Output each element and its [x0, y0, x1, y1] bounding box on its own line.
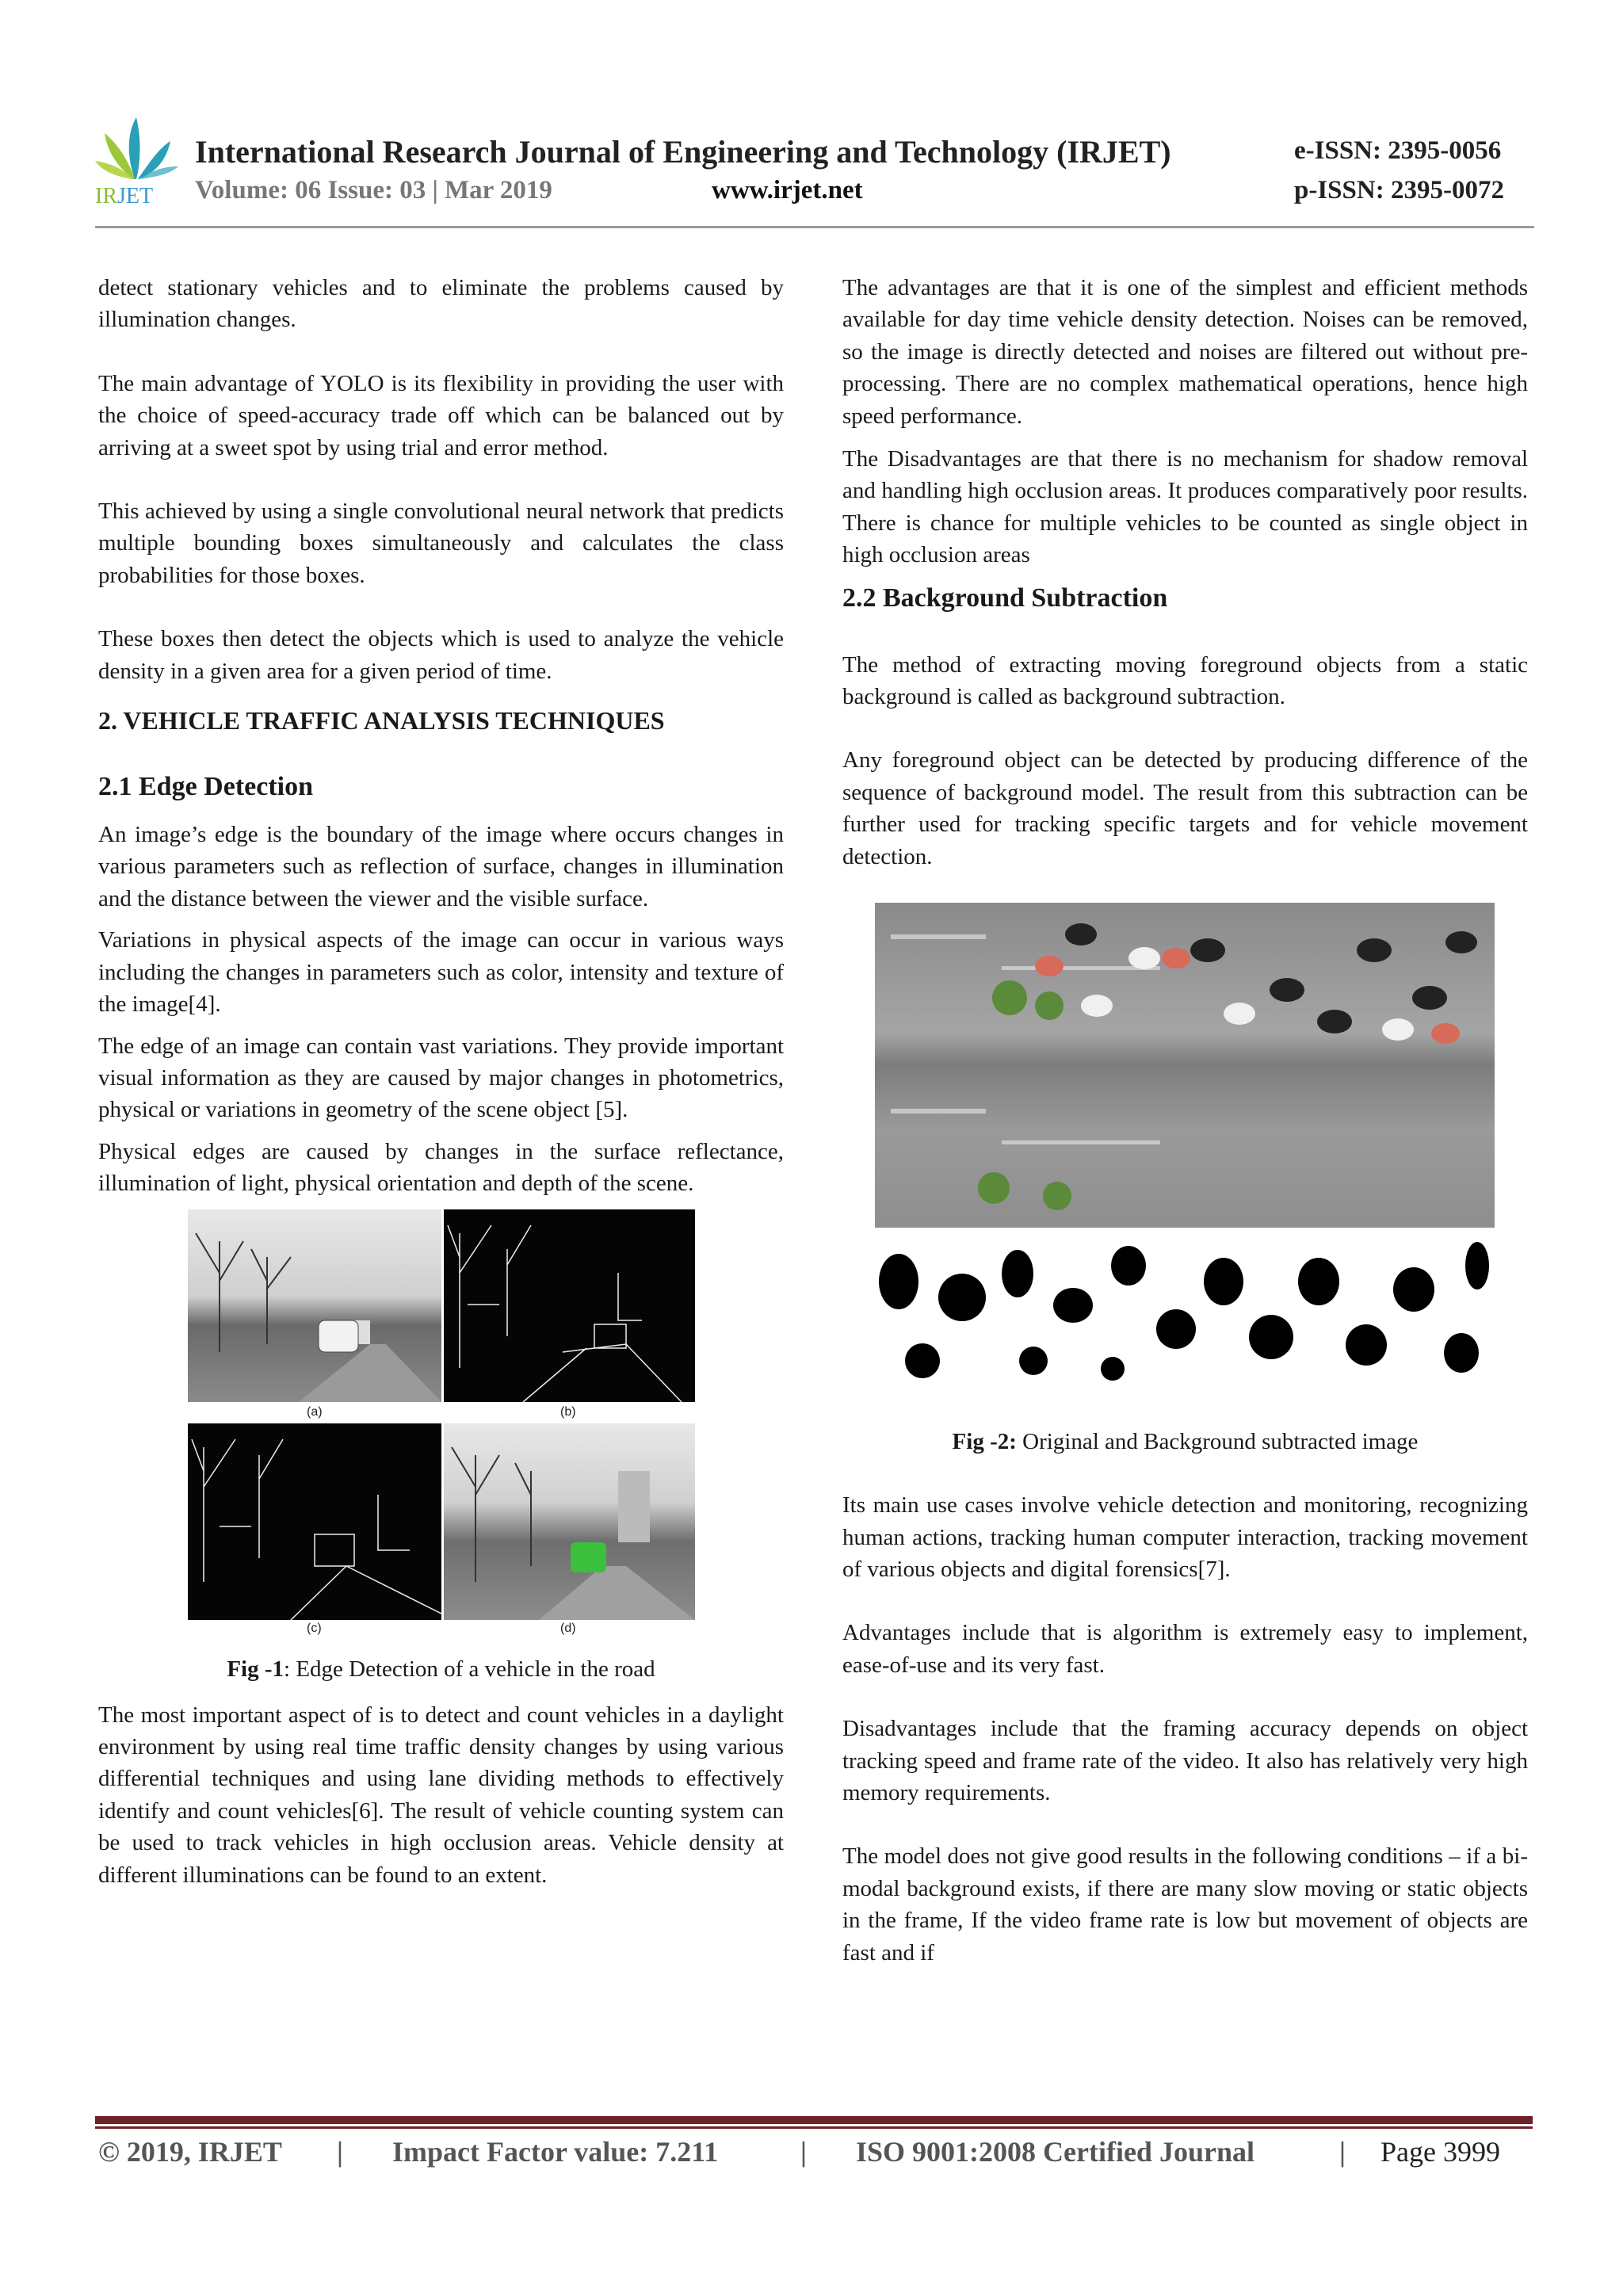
volume-issue: Volume: 06 Issue: 03 | Mar 2019 [195, 176, 552, 204]
paragraph: The most important aspect of is to detect and count vehicles in a daylight environment by using real time traffic density changes by using various differential techniques and using lane dividing methods to effectively identify and count vehicles[6]. The result of vehicle counting system can be used to track vehicles in high occlusion areas. Vehicle density at different illuminations can be found to an extent. [98, 1702, 784, 1888]
edge-image-c [188, 1423, 441, 1620]
caption-text: Original and Background subtracted image [1016, 1429, 1419, 1455]
footer-bar-thin [95, 2126, 1533, 2129]
footer-bar [95, 2116, 1533, 2124]
irjet-logo [95, 117, 178, 208]
p-issn: p-ISSN: 2395-0072 [1294, 176, 1504, 204]
photo-d-detected [444, 1423, 695, 1620]
paragraph: This achieved by using a single convolutional neural network that predicts multiple bounding boxes simultaneously and calculates the class probabilities for those boxes. [98, 499, 784, 588]
caption-text: : Edge Detection of a vehicle in the road [284, 1656, 655, 1682]
paragraph: The method of extracting moving foreground objects from a static background is called as background subtraction. [842, 651, 1528, 710]
paragraph: An image’s edge is the boundary of the image where occurs changes in various parameters such as reflection of surface, changes in illumination and the distance between the viewer and the visible surface. [98, 822, 784, 911]
footer-copyright: © 2019, IRJET [98, 2136, 282, 2168]
label-b: (b) [560, 1404, 576, 1419]
footer-impact-factor: Impact Factor value: 7.211 [392, 2136, 719, 2168]
subsection-heading: 2.1 Edge Detection [98, 772, 314, 802]
caption-label: Fig -2: [952, 1429, 1017, 1455]
paragraph: Variations in physical aspects of the image can occur in various ways including the changes in parameters such as color, intensity and texture of the image[4]. [98, 927, 784, 1018]
paragraph: Advantages include that is algorithm is extremely easy to implement, ease-of-use and its very fast. [842, 1620, 1528, 1678]
website-link[interactable]: www.irjet.net [712, 176, 863, 204]
label-a: (a) [307, 1404, 323, 1419]
footer-page-number: Page 3999 [1381, 2136, 1500, 2168]
figure-1-caption [98, 1653, 784, 1685]
paragraph: detect stationary vehicles and to eliminate the problems caused by illumination changes. [98, 275, 784, 333]
journal-title: International Research Journal of Engineering and Technology (IRJET) [195, 134, 1171, 170]
paragraph: Physical edges are caused by changes in the surface reflectance, illumination of light, physical orientation and depth of the scene. [98, 1138, 784, 1197]
footer-separator: | [1339, 2136, 1346, 2168]
caption-label: Fig -1 [227, 1656, 285, 1682]
logo-text: IRJET [95, 184, 154, 208]
e-issn: e-ISSN: 2395-0056 [1294, 136, 1502, 165]
original-traffic-image [875, 903, 1495, 1228]
paragraph: The model does not give good results in the following conditions – if a bi-modal background exists, if there are many slow moving or static objects in the frame, If the video frame rate is low but movement of objects are fast and if [842, 1843, 1528, 1966]
section-heading: 2. VEHICLE TRAFFIC ANALYSIS TECHNIQUES [98, 706, 665, 735]
label-d: (d) [560, 1621, 576, 1635]
photo-a [188, 1209, 441, 1402]
left-column [98, 272, 784, 1891]
paragraph: These boxes then detect the objects which is used to analyze the vehicle density in a given area for a given period of time. [98, 626, 784, 684]
paragraph: The advantages are that it is one of the simplest and efficient methods available for day time vehicle density detection. Noises can be removed, so the image is directly detected and noises are filtered out without pre-processing. There are no complex mathematical operations, hence high speed performance. [842, 275, 1528, 429]
footer-separator: | [800, 2136, 807, 2168]
subsection-heading: 2.2 Background Subtraction [842, 583, 1168, 613]
subtracted-binary-image [875, 1234, 1495, 1392]
paragraph: Disadvantages include that the framing accuracy depends on object tracking speed and frame rate of the video. It also has relatively very high memory requirements. [842, 1716, 1528, 1805]
logo-leaves-icon [95, 117, 178, 181]
paragraph: Any foreground object can be detected by producing difference of the sequence of background model. The result from this subtraction can be further used for tracking specific targets and for vehicle movement detection. [842, 747, 1528, 869]
edge-image-b [444, 1209, 695, 1402]
figure-2-caption [842, 1426, 1528, 1457]
paragraph: The edge of an image can contain vast variations. They provide important visual information as they are caused by major changes in photometrics, physical or variations in geometry of the scene object [5]. [98, 1033, 784, 1123]
footer-separator: | [337, 2136, 343, 2168]
label-c: (c) [307, 1621, 322, 1635]
figure-background-subtraction [875, 903, 1495, 1394]
paragraph: The main advantage of YOLO is its flexibility in providing the user with the choice of speed-accuracy trade off which can be balanced out by arriving at a sweet spot by using trial and error method. [98, 370, 784, 460]
header-rule [95, 226, 1534, 228]
right-column [842, 272, 1528, 1969]
footer-iso: ISO 9001:2008 Certified Journal [856, 2136, 1254, 2168]
paragraph: The Disadvantages are that there is no mechanism for shadow removal and handling high occlusion areas. It produces comparatively poor results. There is chance for multiple vehicles to be counted as single object in high occlusion areas [842, 446, 1528, 568]
figure-edge-detection [188, 1209, 695, 1637]
paragraph: Its main use cases involve vehicle detection and monitoring, recognizing human actions, tracking human computer interaction, tracking movement of various objects and digital forensics[7]. [842, 1492, 1528, 1582]
